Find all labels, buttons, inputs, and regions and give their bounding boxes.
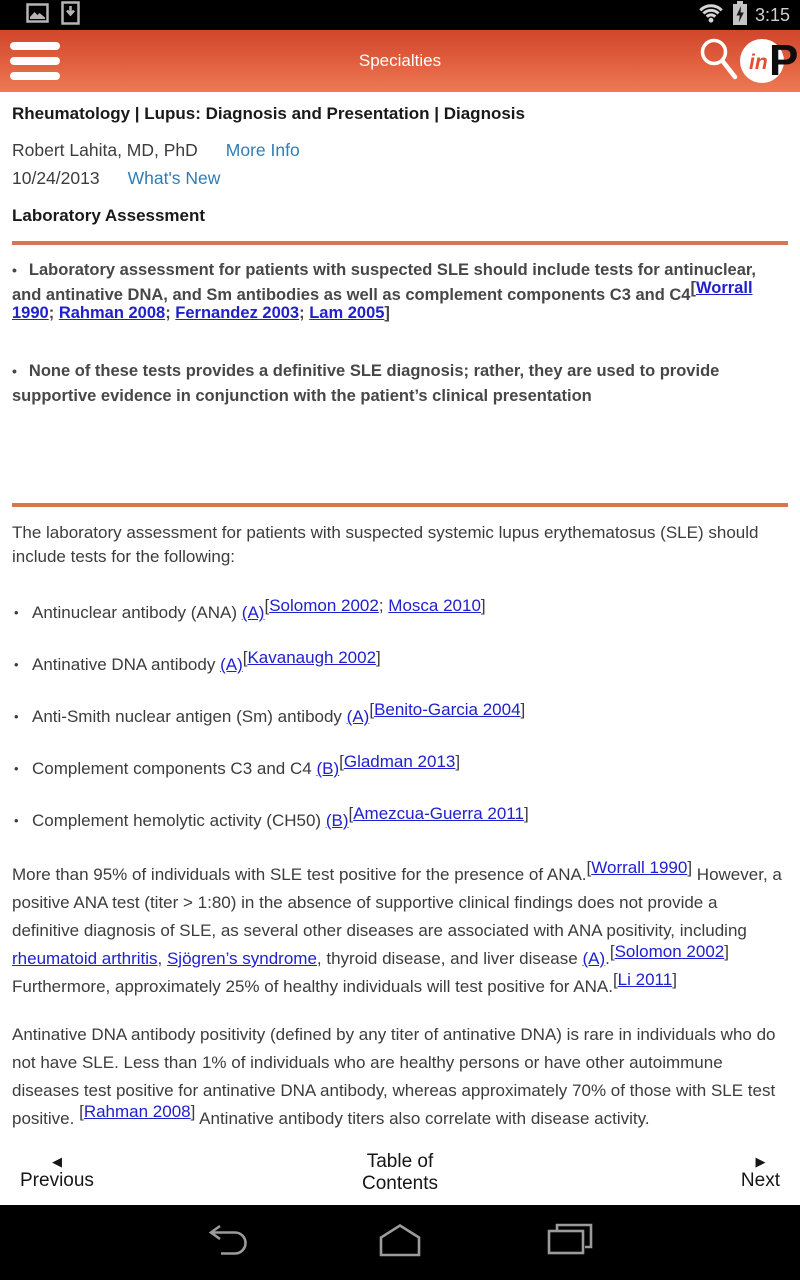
citation-group <box>610 942 729 961</box>
next-label: Next <box>740 1169 780 1191</box>
hamburger-icon <box>10 42 60 50</box>
citation-group <box>348 804 528 823</box>
citation-separator: ; <box>299 304 310 322</box>
citation-bracket: ] <box>672 970 677 989</box>
app-header <box>0 30 800 92</box>
inline-link[interactable]: (A) <box>346 707 370 726</box>
citation-bracket: ] <box>724 942 729 961</box>
citation-bracket: [ <box>690 279 696 297</box>
citation-bracket: [ <box>609 942 615 961</box>
search-icon <box>697 36 739 87</box>
home-button[interactable] <box>376 1223 424 1263</box>
bullet-glyph: • <box>14 761 19 776</box>
inline-link[interactable]: (B) <box>325 811 349 830</box>
byline-row <box>12 139 788 161</box>
status-bar <box>0 0 800 30</box>
download-icon <box>61 1 80 30</box>
bullet-glyph: • <box>12 262 17 278</box>
citation-bracket: [ <box>264 596 270 615</box>
inline-link[interactable]: Sjögren’s syndrome <box>166 949 317 968</box>
system-status-icons <box>697 0 790 30</box>
citation-bracket: ] <box>384 304 390 322</box>
citation-bracket: [ <box>369 700 375 719</box>
back-icon <box>207 1223 253 1262</box>
citation-link[interactable]: Li 2011 <box>617 970 673 989</box>
android-navigation-bar <box>0 1205 800 1280</box>
bullet-glyph: • <box>14 657 19 672</box>
lab-test-list <box>12 596 788 833</box>
previous-label: Previous <box>20 1169 94 1191</box>
citation-bracket: [ <box>339 752 344 771</box>
citation-bracket: [ <box>586 858 592 877</box>
citation-link[interactable]: Fernandez 2003 <box>175 304 300 322</box>
clock-text: 3:15 <box>754 5 790 25</box>
page-title: Specialties <box>358 51 442 70</box>
inline-link[interactable]: (B) <box>316 759 340 778</box>
bullet-glyph: • <box>12 363 17 379</box>
bullet-glyph: • <box>14 813 19 828</box>
citation-link[interactable]: Lam 2005 <box>309 304 385 322</box>
citation-bracket: ] <box>190 1102 196 1121</box>
citation-link[interactable]: Benito-Garcia 2004 <box>374 700 521 719</box>
breadcrumb-title: Rheumatology | Lupus: Diagnosis and Presentation | Diagnosis <box>12 104 525 123</box>
notification-icons <box>26 1 80 30</box>
list-item: • Complement components C3 and C4 (B)[Gladman 2013] <box>12 757 788 781</box>
bullet-glyph: • <box>14 605 19 620</box>
citation-bracket: ] <box>687 858 693 877</box>
header-actions <box>696 30 798 92</box>
inline-link[interactable]: (A) <box>220 655 243 674</box>
inline-link[interactable]: (A) <box>241 603 265 622</box>
citation-group <box>339 752 460 771</box>
summary-bullet: • Laboratory assessment for patients with suspected SLE should include tests for antinuclear, and antinative DNA, and Sm antibodies as well as complement components C3 and C4[Worrall 1990; Rahman 2008; Fernandez 2003; Lam 2005] <box>12 261 756 322</box>
citation-bracket: ] <box>523 804 529 823</box>
body-paragraph: More than 95% of individuals with SLE test positive for the presence of ANA.[Worrall 1990] However, a positive ANA test (titer > 1:80) in the absence of supportive clinical findings does not provide a definitive diagnosis of SLE, as several other diseases are associated with ANA positivity, including rheumatoid arthritis, Sjögren’s syndrome, thyroid disease, and liver disease (A).[Solomon 2002] Furthermore, approximately 25% of healthy individuals will test positive for ANA.[Li 2011] <box>12 858 782 996</box>
publish-date: 10/24/2013 <box>12 168 100 188</box>
menu-button[interactable] <box>0 30 72 92</box>
document-content <box>0 92 800 1140</box>
citation-group <box>79 1102 195 1121</box>
citation-bracket: [ <box>242 648 248 667</box>
recents-button[interactable] <box>546 1223 594 1263</box>
bullet-glyph: • <box>14 709 19 724</box>
inline-link[interactable]: (A) <box>582 949 606 968</box>
list-item: • Anti-Smith nuclear antigen (Sm) antibody (A)[Benito-Garcia 2004] <box>12 705 788 729</box>
list-item: • Antinuclear antibody (ANA) (A)[Solomon 2002; Mosca 2010] <box>12 601 788 625</box>
intro-paragraph: The laboratory assessment for patients with suspected systemic lupus erythematosus (SLE) should include tests for the following: <box>12 523 759 566</box>
wifi-icon <box>697 2 725 28</box>
citation-separator: ; <box>378 596 389 615</box>
logo-in-text: in <box>749 51 768 74</box>
body-paragraph: Antinative DNA antibody positivity (defined by any titer of antinative DNA) is rare in individuals who do not have SLE. Less than 1% of individuals who are healthy persons or have other autoimmune diseases test positive for antinative DNA antibody, whereas approximately 70% of those with SLE test positive. [Rahman 2008] Antinative antibody titers also correlate with disease activity. <box>12 1025 776 1128</box>
screenshot-icon <box>26 3 49 28</box>
logo-p-text: P <box>769 36 799 85</box>
citation-separator: ; <box>165 304 176 322</box>
citation-bracket: ] <box>520 700 526 719</box>
pager-bar <box>0 1140 800 1205</box>
inpractice-logo[interactable] <box>740 30 798 92</box>
next-arrow-icon: ▶ <box>755 1153 766 1169</box>
citation-group <box>264 596 485 615</box>
citation-link[interactable]: Worrall 1990 <box>591 858 688 877</box>
next-button[interactable] <box>741 1154 780 1192</box>
section-heading: Laboratory Assessment <box>12 206 206 225</box>
citation-bracket: [ <box>348 804 354 823</box>
author-name: Robert Lahita, MD, PhD <box>12 140 198 160</box>
toc-label: Table of Contents <box>361 1150 439 1194</box>
citation-group <box>369 700 525 719</box>
home-icon <box>376 1223 424 1262</box>
citation-bracket: ] <box>480 596 486 615</box>
citation-link[interactable]: Gladman 2013 <box>343 752 456 771</box>
citation-group <box>243 648 381 667</box>
list-item: • Complement hemolytic activity (CH50) (B)[Amezcua-Guerra 2011] <box>12 809 788 833</box>
citation-bracket: [ <box>612 970 618 989</box>
recents-icon <box>545 1222 595 1263</box>
back-button[interactable] <box>206 1223 254 1263</box>
citation-link[interactable]: Solomon 2002 <box>269 596 379 615</box>
summary-panel <box>12 241 788 507</box>
prev-arrow-icon: ◀ <box>51 1153 62 1169</box>
citation-link[interactable]: Solomon 2002 <box>614 942 725 961</box>
more-info-link[interactable]: More Info <box>225 140 300 160</box>
citation-group <box>613 970 677 989</box>
citation-link[interactable]: Rahman 2008 <box>58 304 166 322</box>
citation-bracket: ] <box>376 648 381 667</box>
citation-bracket: [ <box>79 1102 84 1121</box>
citation-link[interactable]: Worrall 1990 <box>12 279 753 322</box>
summary-bullet: • None of these tests provides a definitive SLE diagnosis; rather, they are used to provide supportive evidence in conjunction with the patient’s clinical presentation <box>12 362 720 405</box>
search-button[interactable] <box>696 30 740 92</box>
whats-new-link[interactable]: What's New <box>127 168 221 188</box>
citation-link[interactable]: Mosca 2010 <box>388 596 481 615</box>
citation-link[interactable]: Amezcua-Guerra 2011 <box>353 804 524 823</box>
citation-link[interactable]: Rahman 2008 <box>83 1102 191 1121</box>
list-item: • Antinative DNA antibody (A)[Kavanaugh 2002] <box>12 653 788 677</box>
citation-group <box>587 858 693 877</box>
citation-group <box>12 279 753 322</box>
battery-charging-icon <box>732 1 748 30</box>
citation-link[interactable]: Kavanaugh 2002 <box>247 648 377 667</box>
date-row <box>12 167 788 189</box>
inline-link[interactable]: rheumatoid arthritis <box>12 949 158 968</box>
table-of-contents-button[interactable] <box>335 1151 465 1195</box>
citation-separator: ; <box>48 304 59 322</box>
previous-button[interactable] <box>20 1154 94 1192</box>
citation-bracket: ] <box>455 752 461 771</box>
